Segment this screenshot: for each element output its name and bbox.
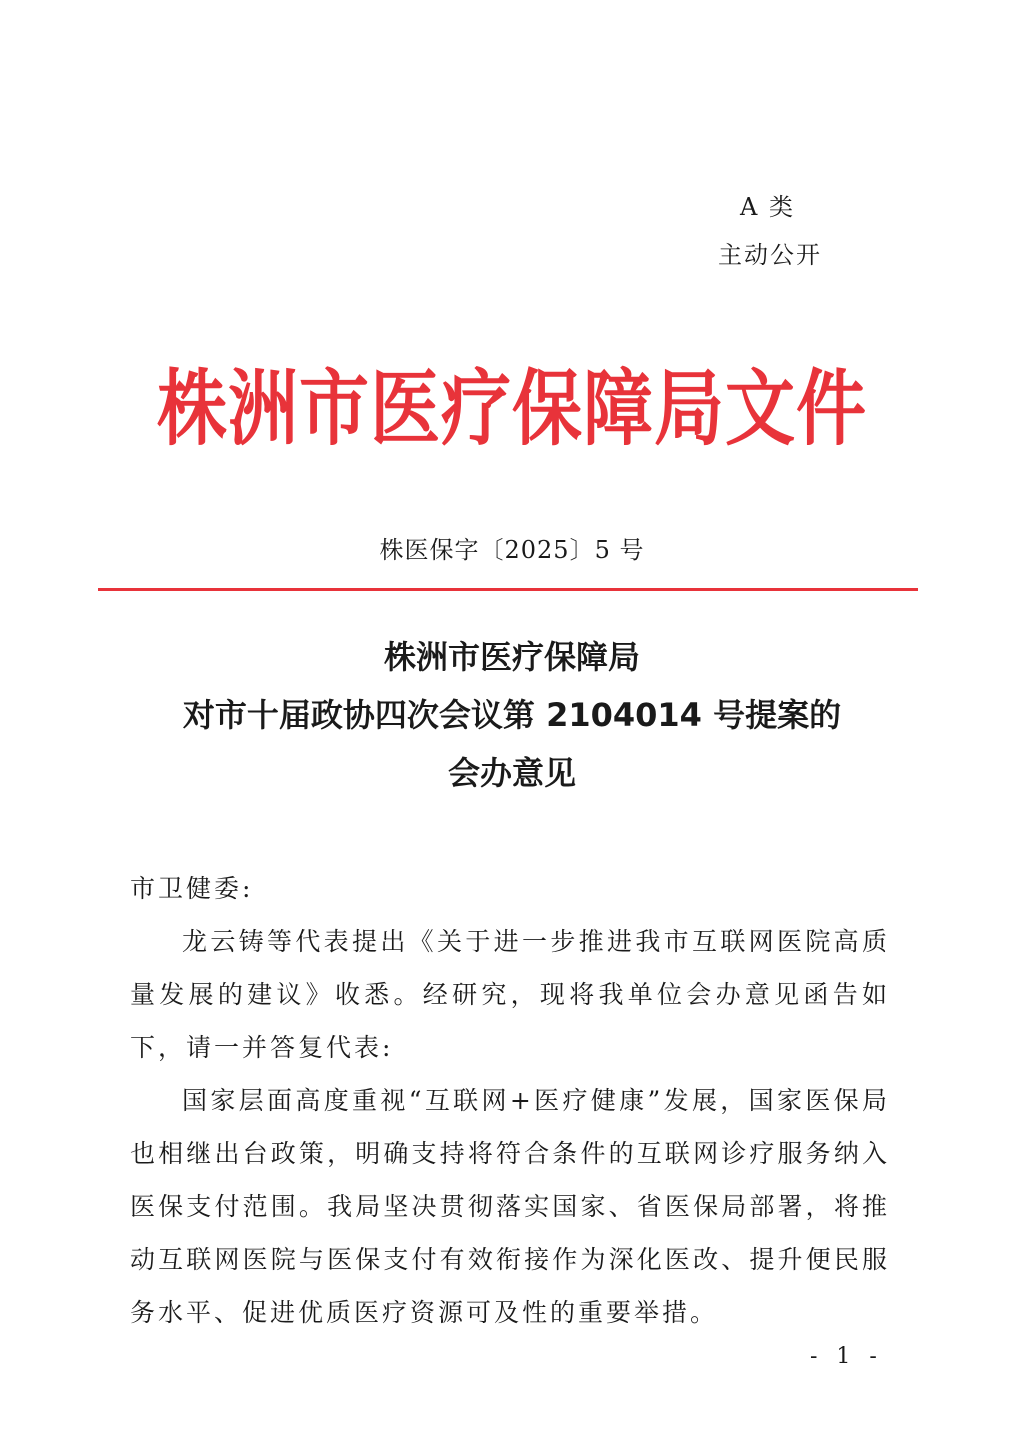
- title-line-1: 株洲市医疗保障局: [383, 638, 640, 676]
- document-title: [0, 628, 1024, 802]
- document-number: 株医保字〔2025〕5 号: [379, 536, 645, 564]
- title-line-2: 对市十届政协四次会议第 2104014 号提案的: [182, 696, 842, 734]
- document-body: [130, 862, 890, 1339]
- title-line-3: 会办意见: [447, 754, 576, 792]
- masthead-title: 株洲市医疗保障局文件: [157, 360, 867, 458]
- category-label: A 类: [740, 193, 795, 221]
- paragraph-2: 国家层面高度重视“互联网+医疗健康”发展，国家医保局也相继出台政策，明确支持将符合条件的互联网诊疗服务纳入医保支付范围。我局坚决贯彻落实国家、省医保局部署，将推动互联网医院与医保支付有效衔接作为深化医改、提升便民服务水平、促进优质医疗资源可及性的重要举措。: [130, 1086, 890, 1327]
- paragraph-1: 龙云铸等代表提出《关于进一步推进我市互联网医院高质量发展的建议》收悉。经研究，现将我单位会办意见函告如下，请一并答复代表:: [130, 927, 890, 1062]
- red-divider-line: [98, 588, 918, 591]
- classification-block: [718, 183, 822, 279]
- disclosure-label: 主动公开: [718, 241, 822, 269]
- salutation: 市卫健委:: [130, 874, 254, 903]
- page-number: - 1 -: [810, 1344, 883, 1369]
